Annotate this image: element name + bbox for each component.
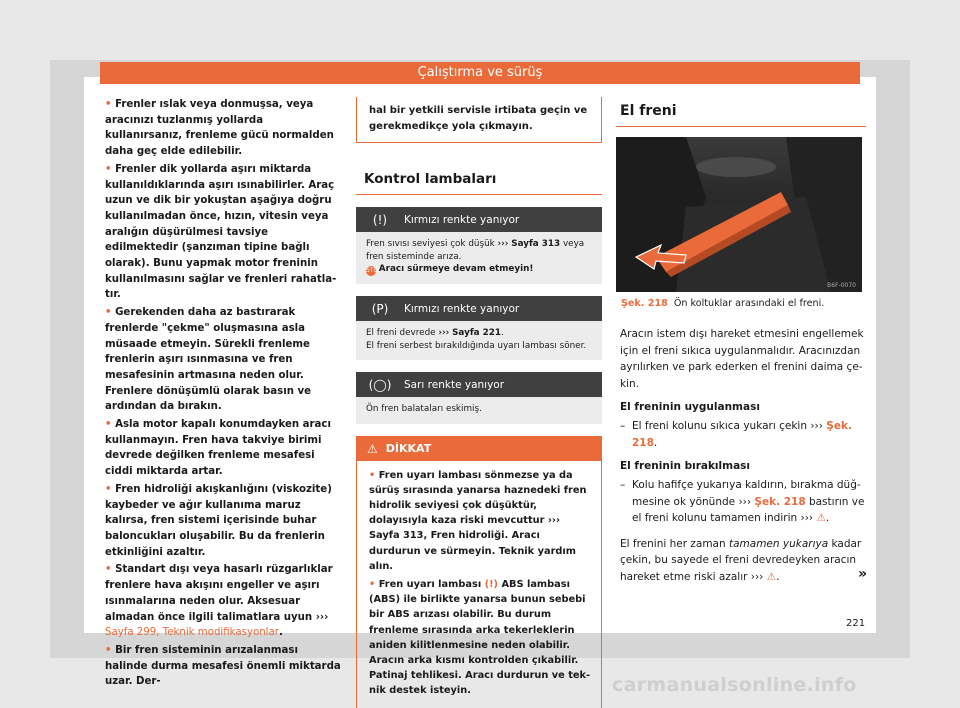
lamp-description bbox=[356, 397, 602, 424]
column-right bbox=[616, 97, 866, 585]
figure-number: Şek. 218 bbox=[621, 298, 668, 309]
ref-arrows: ››› bbox=[547, 515, 560, 527]
brake-warning-icon: (!) bbox=[372, 212, 388, 227]
indicator-lamp-box bbox=[356, 296, 602, 360]
lamp-text: El freni serbest bırakıldığında uyarı lambası söner. bbox=[366, 340, 587, 351]
subheading: El freninin bırakılması bbox=[620, 460, 751, 472]
page-reference-link[interactable]: Sayfa 299, Teknik modifikasyonlar bbox=[105, 627, 279, 639]
caption-text: Ön koltuklar arasındaki el freni. bbox=[673, 298, 825, 309]
punctuation: . bbox=[278, 627, 283, 639]
figure-code: B6F-0070 bbox=[827, 282, 856, 289]
list-item-text: Bir fren sisteminin arızalanması halinde durma mesafesi önemli miktarda uzar. Der- bbox=[105, 644, 341, 688]
list-item-text: Fren hidroliği akışkanlığını (viskozite) kaybeder ve ağır kullanıma maruz kalırsa, fren sistemi içerisinde buhar baloncukları oluşabilir. Bu da frenlerin etkinliğini azaltır. bbox=[105, 483, 332, 558]
lamp-header bbox=[356, 372, 602, 397]
step-item bbox=[616, 477, 866, 527]
brake-pad-wear-icon: (◯) bbox=[368, 377, 392, 392]
list-item bbox=[105, 482, 343, 561]
continue-icon: » bbox=[858, 566, 868, 582]
bullet-icon: • bbox=[105, 483, 112, 495]
figure-reference-link[interactable]: Şek. 218 bbox=[632, 420, 852, 449]
bullet-icon: • bbox=[105, 307, 112, 319]
list-item-text: Asla motor kapalı konumdayken aracı kullanmayın. Fren hava takviye birimi devrede değilken frenleme mesafesi ciddi miktarda artar. bbox=[105, 419, 331, 478]
list-item-text: ABS lambası bbox=[498, 578, 570, 590]
punctuation: . bbox=[825, 512, 830, 524]
warning-triangle-icon[interactable]: ⚠ bbox=[816, 512, 826, 524]
step-item bbox=[616, 418, 866, 451]
page-reference-link[interactable]: Sayfa 221 bbox=[452, 328, 502, 338]
indicator-lamp-box bbox=[356, 207, 602, 284]
page-reference-link[interactable]: Sayfa 313, Fren hidroliği bbox=[369, 530, 505, 542]
chapter-header: Çalıştırma ve sürüş bbox=[100, 62, 860, 84]
caution-title: DİKKAT bbox=[385, 442, 432, 455]
handbrake-figure bbox=[616, 137, 862, 292]
list-item-text: . Aracı durdurun ve sürmeyin. Teknik yardım alın. bbox=[369, 530, 576, 572]
warning-triangle-icon[interactable]: ⚠ bbox=[766, 570, 777, 583]
parking-brake-icon: (P) bbox=[371, 301, 389, 316]
ref-arrows: ››› bbox=[497, 239, 509, 249]
indicator-lamp-box bbox=[356, 372, 602, 424]
caution-body bbox=[357, 461, 601, 708]
list-item bbox=[105, 417, 343, 480]
step-text: Kolu hafifçe yukarıya kaldırın, bırakma düğmesine ok yönünde bbox=[632, 479, 861, 508]
list-item-text: Frenler ıslak veya donmuşsa, veya aracınızı tuzlanmış yollarda kullanırsanız, frenleme gücü normalden daha geç elde edilebilir. bbox=[105, 99, 334, 158]
step-text-wrap bbox=[632, 418, 866, 451]
intro-paragraph: Aracın istem dışı hareket etmesini engellemek için el freni sıkıca uygulanmalıdır. Aracınızdan ayrılırken ve park ederken el frenini daima çekin. bbox=[620, 328, 864, 390]
list-item bbox=[105, 305, 343, 415]
step-text: bastırın ve el freni kolunu tamamen indirin bbox=[632, 495, 865, 524]
lamp-text: Fren sıvısı seviyesi çok düşük bbox=[366, 239, 498, 249]
lamp-text: veya fren sisteminde arıza. bbox=[366, 239, 585, 262]
bullet-icon: • bbox=[105, 163, 112, 175]
final-paragraph bbox=[616, 536, 866, 586]
lamp-description bbox=[356, 232, 602, 284]
lamp-text: . bbox=[501, 328, 504, 338]
bullet-icon: • bbox=[105, 99, 112, 110]
lamp-title: Kırmızı renkte yanıyor bbox=[404, 213, 520, 226]
lamp-text: Ön fren balataları eskimiş. bbox=[366, 404, 482, 414]
section-heading: Kontrol lambaları bbox=[356, 161, 602, 195]
lamp-header bbox=[356, 296, 602, 321]
list-item-text: Standart dışı veya hasarlı rüzgarlıklar frenlere hava akışını engeller ve aşırı ısınmalarına neden olur. Aksesuar almadan önce ilgili talimatlara uyun bbox=[105, 564, 333, 623]
bullet-icon: • bbox=[105, 564, 112, 576]
column-middle bbox=[356, 97, 602, 708]
bullet-icon: • bbox=[105, 644, 112, 656]
lamp-title: Sarı renkte yanıyor bbox=[404, 378, 505, 391]
ref-arrows: ››› bbox=[315, 611, 329, 623]
step-text: El freni kolunu sıkıca yukarı çekin bbox=[632, 420, 811, 432]
section-heading: El freni bbox=[616, 97, 866, 127]
list-item bbox=[105, 162, 343, 303]
lamp-title: Kırmızı renkte yanıyor bbox=[404, 302, 520, 315]
caution-header bbox=[357, 437, 601, 461]
warning-triangle-icon: ⚠ bbox=[367, 441, 378, 456]
page-number: 221 bbox=[846, 618, 866, 629]
dash-marker: – bbox=[620, 420, 626, 432]
lamp-header bbox=[356, 207, 602, 232]
list-item bbox=[369, 468, 593, 574]
punctuation: . bbox=[776, 570, 780, 583]
list-item-text: Fren uyarı lambası sönmezse ya da sürüş sırasında yanarsa haznedeki fren hidrolik seviyesi çok düşüktür, dolayısıyla kaza riski mevcuttur bbox=[369, 469, 587, 527]
figure-caption bbox=[616, 298, 866, 309]
list-item bbox=[105, 643, 343, 690]
punctuation: . bbox=[653, 436, 658, 449]
abs-warning-icon: (ABS) bbox=[369, 594, 401, 606]
handbrake-illustration bbox=[616, 137, 862, 292]
bullet-icon: • bbox=[105, 419, 112, 431]
lamp-instruction: Aracı sürmeye devam etmeyin! bbox=[378, 264, 534, 274]
ref-arrows: ››› bbox=[738, 495, 752, 508]
step-text-wrap bbox=[632, 477, 866, 527]
caution-box bbox=[356, 436, 602, 708]
list-item-text: Fren uyarı lambası bbox=[378, 578, 485, 590]
subheading: El freninin uygulanması bbox=[620, 401, 760, 413]
emphasis-text: tamamen yukarıya bbox=[728, 537, 829, 550]
list-item-text: Gerekenden daha az bastırarak frenlerde "çekme" oluşmasına asla müsaade etmeyin. Sürekli frenleme frenlerin aşırı ısınmasına ve fren mesafesinin artmasına neden olur. Frenlere dönüşümlü olarak basın ve ardından da bırakın. bbox=[105, 307, 312, 413]
ref-arrows: ››› bbox=[800, 512, 814, 524]
list-item-text: ile birlikte yanarsa bunun sebebi bir ABS arızası olabilir. Bu durum frenleme sırasında arka tekerleklerin aniden kilitlenmesine neden olabilir. Aracın arka kısmı kontrolden çıkabilir. Patinaj tehlikesi. Aracı durdurun ve teknik destek isteyin. bbox=[369, 594, 591, 697]
ref-arrows: ››› bbox=[810, 420, 823, 432]
bullet-icon: • bbox=[369, 469, 376, 481]
list-item-text: Frenler dik yollarda aşırı miktarda kullanıldıklarında aşırı ısınabilirler. Araç uzun ve dik bir yokuştan aşağıya doğru kullanılmadan önce, hızın, vitesin veya aralığın düşürülmesi tavsiye edilmektedir (şanzıman tipine bağlı olarak). Bunu yapmak motor freninin kullanılmasını sağlar ve frenleri rahatlatır. bbox=[105, 163, 337, 301]
list-item bbox=[105, 97, 343, 160]
page-reference-link[interactable]: Sayfa 313 bbox=[511, 239, 561, 249]
paragraph-text: El frenini her zaman bbox=[620, 537, 729, 550]
ref-arrows: ››› bbox=[438, 328, 450, 338]
lamp-text: El freni devrede bbox=[366, 328, 439, 338]
column-left bbox=[105, 97, 343, 692]
paragraph-text: kadar çekin, bu sayede el freni devredeyken aracın hareket etme riski azalır bbox=[620, 537, 862, 583]
brake-warning-icon: (!) bbox=[484, 578, 499, 590]
bullet-icon: • bbox=[369, 578, 376, 590]
ref-arrows: ››› bbox=[750, 570, 764, 583]
watermark: carmanualsonline.info bbox=[612, 674, 857, 696]
lamp-description bbox=[356, 321, 602, 360]
figure-reference-link[interactable]: Şek. 218 bbox=[754, 495, 806, 508]
warning-continuation: hal bir yetkili servisle irtibata geçin ve gerekmedikçe yola çıkmayın. bbox=[356, 97, 602, 143]
list-item bbox=[105, 562, 343, 641]
dash-marker: – bbox=[620, 479, 626, 491]
stop-icon: STOP bbox=[366, 267, 382, 274]
list-item bbox=[369, 577, 593, 699]
